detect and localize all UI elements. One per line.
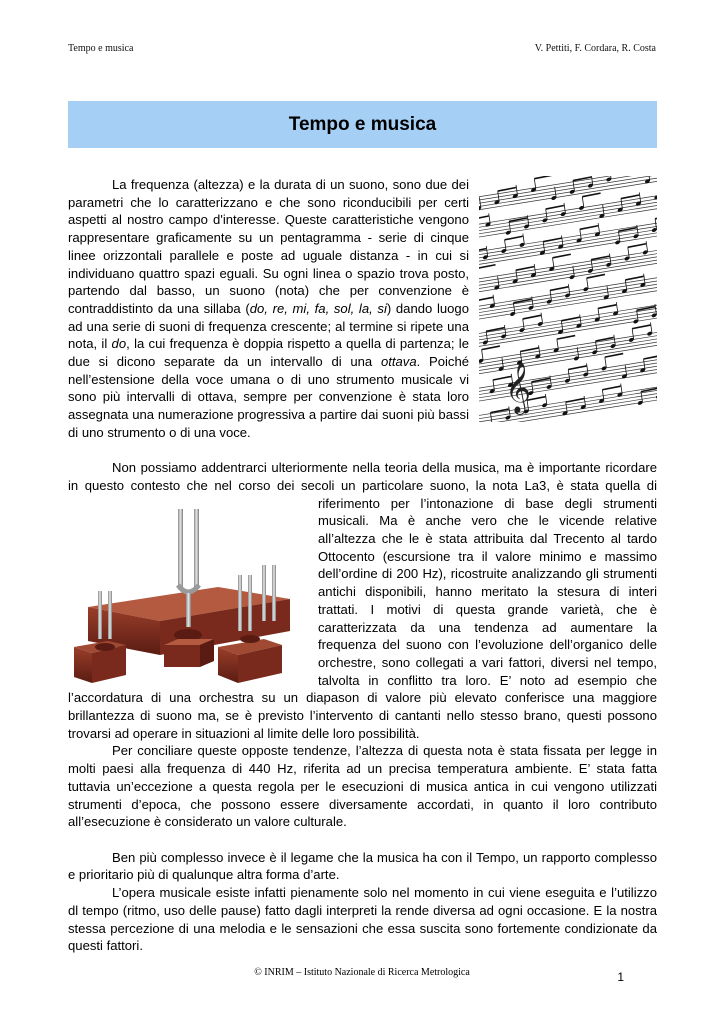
tuning-forks-image: [68, 495, 308, 687]
paragraph-1: 𝄞 La frequenza (altezza) e la durata di un suono, sono due dei parametri che lo caratterizzano e che sono riconducibili per certi aspetti al nostro campo d'interesse. Queste caratteristiche vengono rappresentare graficamente su un pentagramma - serie di cinque linee orizzontali parallele e poste ad uguale distanza - in cui si individuano quattro spazi eguali. Su ogni linea o spazio trova posto, partendo dal basso, un suono (nota) che per convenzione è contraddistinto da una sillaba (do, re, mi, fa, sol, la, si) dando luogo ad una serie di suoni di frequenza crescente; al termine si ripete una nota, il do, la cui frequenza è doppia rispetto a quella di partenza; le due si dicono separate da un intervallo di una ottava. Poiché nell’estensione della voce umana o di uno strumento musicale vi sono più intervalli di ottava, sempre per convenzione è stata loro assegnata una numerazione progressiva a partire dai suoni più bassi di uno strumento o di una voce.: [68, 176, 657, 442]
note-do: do: [111, 336, 127, 352]
title-band: [68, 101, 657, 148]
page-number: 1: [617, 970, 624, 984]
paragraph-5: L’opera musicale esiste infatti pienamente solo nel momento in cui viene eseguita e l’utilizzo dl tempo (ritmo, uso delle pause) fatto dagli interpreti la rende diversa ad ogni occasione. E la nostra stessa percezione di una melodia e le sensazioni che essa suscita sono fortemente condizionate da questi fattori.: [68, 885, 657, 954]
sheet-music-image: [479, 176, 657, 422]
treble-clef-icon: 𝄞: [505, 362, 532, 413]
term-ottava: ottava: [380, 354, 417, 370]
page-title: Tempo e musica: [288, 113, 437, 135]
footer-institution: © INRIM – Istituto Nazionale di Ricerca Metrologica: [254, 967, 470, 978]
note-syllables: do, re, mi, fa, sol, la, si: [249, 300, 387, 316]
running-header-authors: V. Pettiti, F. Cordara, R. Costa: [534, 43, 656, 54]
article-body: [68, 176, 657, 955]
paragraph-4: Ben più complesso invece è il legame che la musica ha con il Tempo, un rapporto complesso e prioritario più di qualunque altra forma d’arte.: [68, 849, 657, 883]
running-header-title: Tempo e musica: [68, 43, 134, 54]
paragraph-3: Per conciliare queste opposte tendenze, l’altezza di questa nota è stata fissata per legge in molti paesi alla frequenza di 440 Hz, riferita ad un precisa temperatura ambiente. E’ stata fatta tuttavia un’eccezione a questa regola per le esecuzioni di musica antica in cui vengono utilizzati strumenti d’epoca, che possono essere diversamente accordati, in quanto il loro contributo all’esecuzione è considerato un valore culturale.: [68, 743, 657, 830]
paragraph-2: Non possiamo addentrarci ulteriormente nella teoria della musica, ma è importante ricordare in questo contesto che nel corso dei secoli un particolare suono, la nota La3, è stata quella di riferimento per l’intonazione di base degli strumenti musicali. Ma è anche vero che le vicende relative all’altezza che le è stata attribuita dal Trecento al tardo Ottocento (escursione tra il valore minimo e massimo dell’ordine di 200 Hz), ricostruite analizzando gli strumenti antichi disponibili, hanno meritato la stesura di interi trattati. I motivi di questa grande varietà, che è caratterizzata da una tendenza ad aumentare la frequenza del suono con l’evoluzione dell’organico delle orchestre, sono collegati a vari fattori, diversi nel tempo, talvolta in conflitto tra loro. E’ noto ad esempio che l’accordatura di una orchestra su un diapason di valore più elevato conferisce una maggiore brillantezza di suono ma, se è previsto l’intervento di cantanti nello stesso brano, questi possono trovarsi ad operare in situazioni al limite delle loro possibilità.: [68, 460, 657, 741]
